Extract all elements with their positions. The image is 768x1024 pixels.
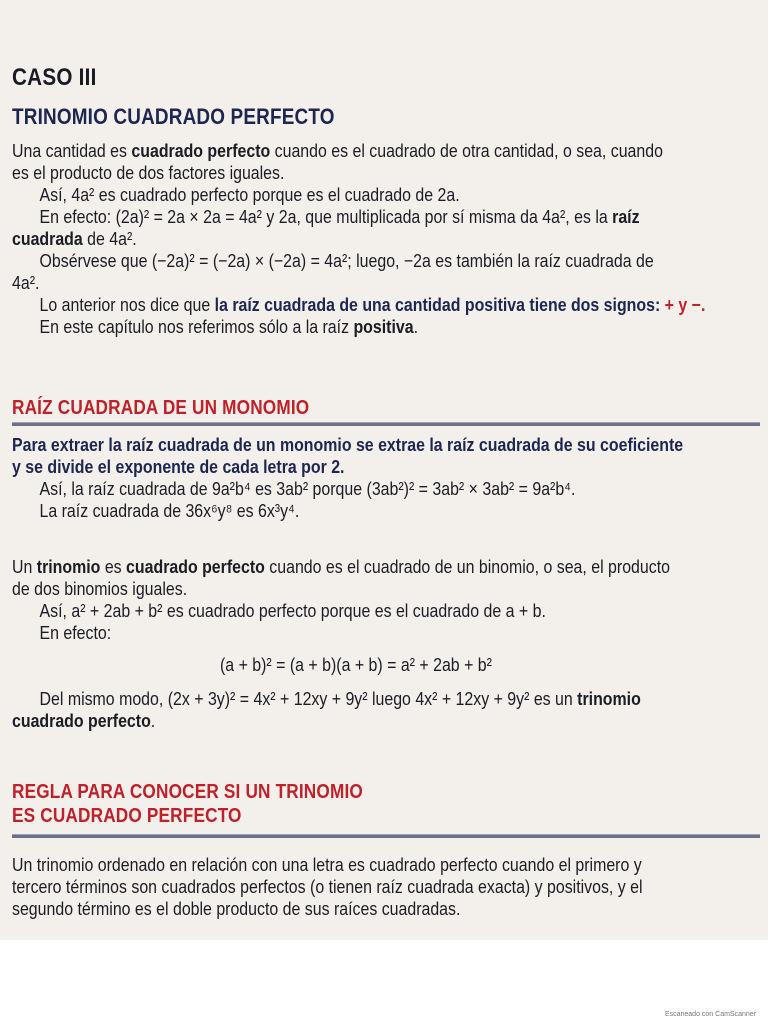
rule-line: Para extraer la raíz cuadrada de un monomio se extrae la raíz cuadrada de su coeficiente: [12, 434, 684, 455]
section-title-regla: REGLA PARA CONOCER SI UN TRINOMIO ES CUADRADO PERFECTO: [12, 781, 363, 827]
text-line: En este capítulo nos referimos sólo a la raíz positiva.: [39, 316, 419, 337]
example-line: Así, la raíz cuadrada de 9a²b⁴ es 3ab² porque (3ab²)² = 3ab² × 3ab² = 9a²b⁴.: [39, 478, 576, 499]
text-line: segundo término es el doble producto de sus raíces cuadradas.: [12, 898, 461, 919]
text-line: Obsérvese que (−2a)² = (−2a) × (−2a) = 4a²; luego, −2a es también la raíz cuadrada de: [39, 250, 654, 271]
trinomio-closing: [12, 688, 760, 732]
trinomio-paragraph: [12, 556, 760, 644]
monomio-rule: [12, 434, 760, 522]
text-line: 4a².: [12, 272, 40, 293]
section-title-trinomio: TRINOMIO CUADRADO PERFECTO: [12, 104, 335, 129]
text-line: es el producto de dos factores iguales.: [12, 162, 285, 183]
text-line: Una cantidad es cuadrado perfecto cuando es el cuadrado de otra cantidad, o sea, cuando: [12, 140, 663, 161]
section-rule: [12, 422, 760, 426]
text-line: Así, 4a² es cuadrado perfecto porque es el cuadrado de 2a.: [39, 184, 460, 205]
formula-display: (a + b)² = (a + b)(a + b) = a² + 2ab + b²: [220, 654, 492, 675]
case-heading: CASO III: [12, 64, 97, 91]
rule-line: y se divide el exponente de cada letra por 2.: [12, 456, 345, 477]
text-line: Lo anterior nos dice que la raíz cuadrada de una cantidad positiva tiene dos signos: + y −.: [39, 294, 706, 315]
text-line: Un trinomio ordenado en relación con una letra es cuadrado perfecto cuando el primero y: [12, 854, 642, 875]
text-line: En efecto:: [39, 622, 112, 643]
text-line: En efecto: (2a)² = 2a × 2a = 4a² y 2a, que multiplicada por sí misma da 4a², es la raíz: [39, 206, 640, 227]
section-rule: [12, 834, 760, 838]
intro-paragraph: [12, 140, 760, 338]
regla-paragraph: [12, 854, 760, 920]
example-line: La raíz cuadrada de 36x⁶y⁸ es 6x³y⁴.: [39, 500, 300, 521]
text-line: Así, a² + 2ab + b² es cuadrado perfecto porque es el cuadrado de a + b.: [39, 600, 546, 621]
text-line: de dos binomios iguales.: [12, 578, 188, 599]
text-line: Un trinomio es cuadrado perfecto cuando es el cuadrado de un binomio, o sea, el producto: [12, 556, 670, 577]
section-title-monomio: RAÍZ CUADRADA DE UN MONOMIO: [12, 397, 310, 419]
text-line: tercero términos son cuadrados perfectos (o tienen raíz cuadrada exacta) y positivos, y el: [12, 876, 643, 897]
scanner-watermark: Escaneado con CamScanner: [664, 1011, 756, 1018]
blank-margin: [0, 940, 768, 1024]
text-line: cuadrado perfecto.: [12, 710, 156, 731]
text-line: cuadrada de 4a².: [12, 228, 137, 249]
text-line: Del mismo modo, (2x + 3y)² = 4x² + 12xy + 9y² luego 4x² + 12xy + 9y² es un trinomio: [39, 688, 641, 709]
